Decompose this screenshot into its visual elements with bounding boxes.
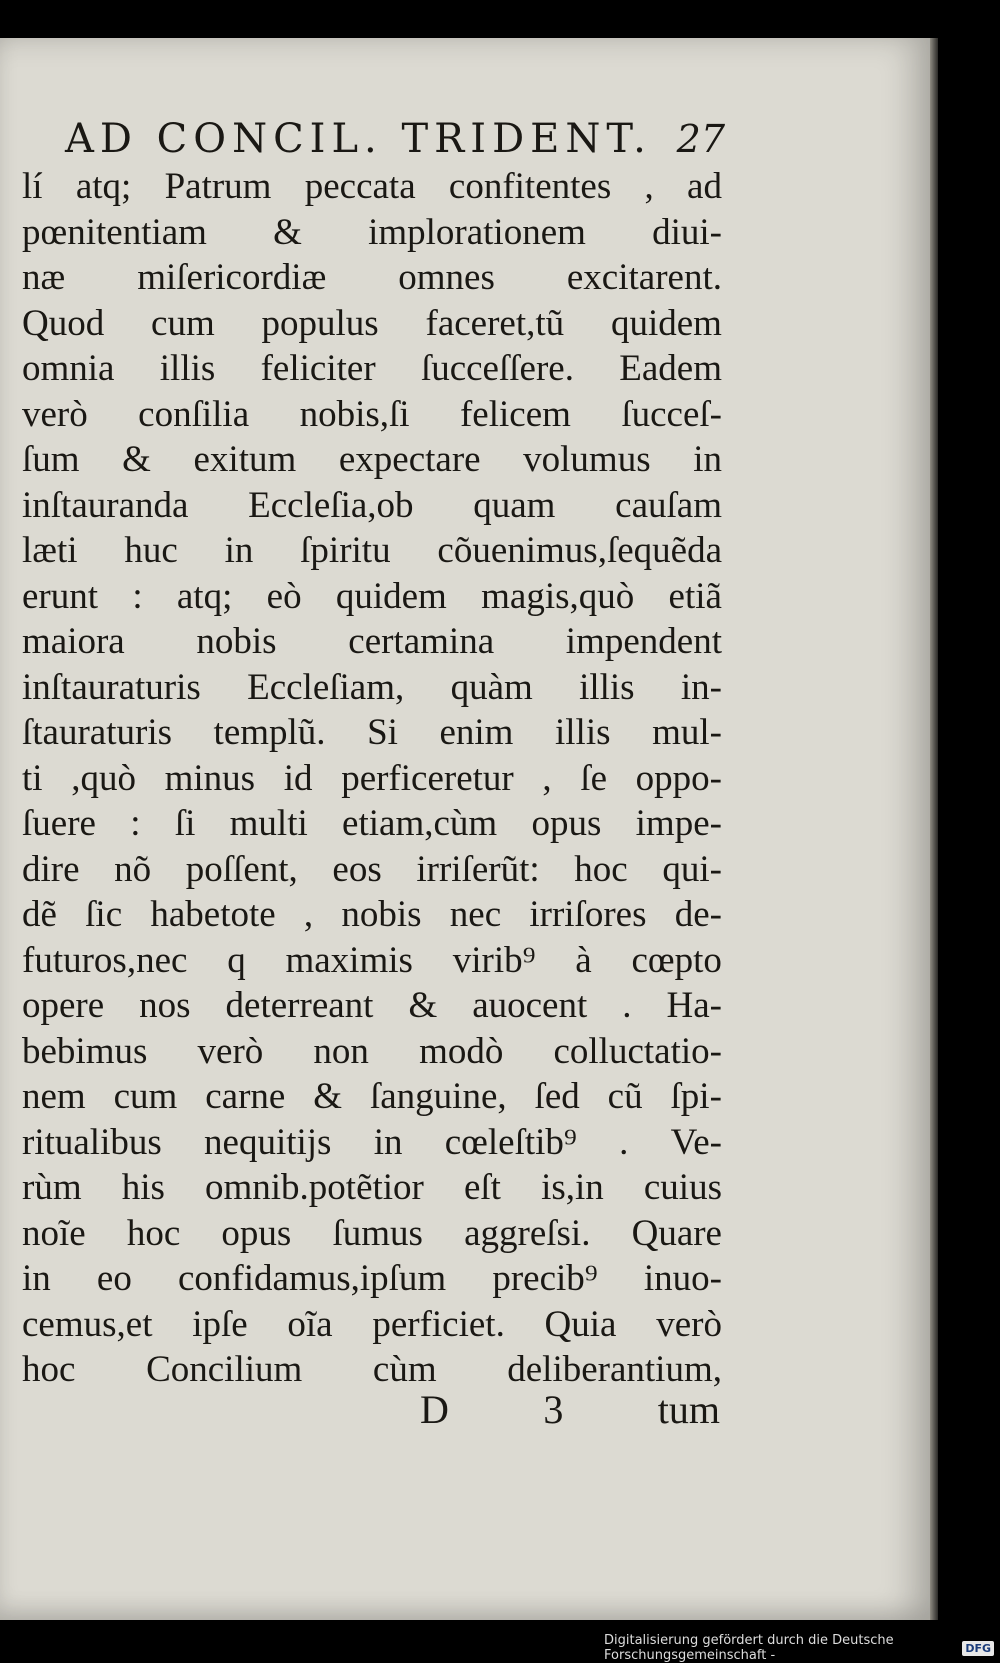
body-text — [22, 164, 722, 1393]
footer-credit: Digitalisierung gefördert durch die Deutsche Forschungsgemeinschaft - — [604, 1633, 894, 1663]
text-line: in eo confidamus,ipſum precib⁹ inuo- — [22, 1258, 722, 1299]
text-line: ſuere : ſi multi etiam,cùm opus impe- — [22, 803, 722, 844]
text-line: ſtauraturis templũ. Si enim illis mul- — [22, 712, 722, 753]
text-line: maiora nobis certamina impendent — [22, 621, 722, 662]
dfg-logo: DFG — [962, 1641, 994, 1656]
text-line: opere nos deterreant & auocent . Ha- — [22, 985, 722, 1026]
text-line: verò conſilia nobis,ſi felicem ſucceſ- — [22, 393, 722, 435]
text-line: inſtauraturis Eccleſiam, quàm illis in- — [22, 666, 722, 708]
text-line: ti ,quò minus id perficeretur , ſe oppo- — [22, 757, 722, 799]
text-line: dẽ ſic habetote , nobis nec irriſores de- — [22, 894, 722, 935]
text-line: pœnitentiam & implorationem diui- — [22, 211, 722, 253]
footer-bar — [604, 1633, 1000, 1663]
text-line: noĩe hoc opus ſumus aggreſsi. Quare — [22, 1212, 722, 1254]
page-number: 27 — [676, 117, 725, 161]
text-line: hoc Concilium cùm deliberantium, — [22, 1349, 722, 1390]
text-line: cemus,et ipſe oĩa perficiet. Quia verò — [22, 1303, 722, 1345]
text-line: bebimus verò non modò colluctatio- — [22, 1030, 722, 1072]
text-line: nem cum carne & ſanguine, ſed cũ ſpi- — [22, 1076, 722, 1117]
text-line: omnia illis feliciter ſucceſſere. Eadem — [22, 348, 722, 389]
text-line: ſum & exitum expectare volumus in — [22, 439, 722, 480]
page-edge — [930, 38, 938, 1620]
signature-number: 3 — [543, 1387, 564, 1432]
catchline — [420, 1386, 720, 1433]
text-line: futuros,nec q maximis virib⁹ à cœpto — [22, 939, 722, 981]
text-line: lí atq; Patrum peccata confitentes , ad — [22, 166, 722, 207]
catchword: tum — [657, 1387, 720, 1432]
text-line: dire nõ poſſent, eos irriſerũt: hoc qui- — [22, 848, 722, 890]
running-head — [65, 116, 725, 162]
text-line: erunt : atq; eò quidem magis,quò etiã — [22, 575, 722, 617]
running-head-title: AD CONCIL. TRIDENT. — [65, 116, 652, 162]
text-line: ritualibus nequitijs in cœleſtib⁹ . Ve- — [22, 1121, 722, 1163]
text-line: Quod cum populus faceret,tũ quidem — [22, 302, 722, 344]
signature-mark: D — [420, 1387, 449, 1432]
text-line: inſtauranda Eccleſia,ob quam cauſam — [22, 484, 722, 526]
text-line: rùm his omnib.potẽtior eſt is,in cuius — [22, 1167, 722, 1208]
text-line: læti huc in ſpiritu cõuenimus,ſequẽda — [22, 530, 722, 571]
text-line: næ miſericordiæ omnes excitarent. — [22, 257, 722, 298]
